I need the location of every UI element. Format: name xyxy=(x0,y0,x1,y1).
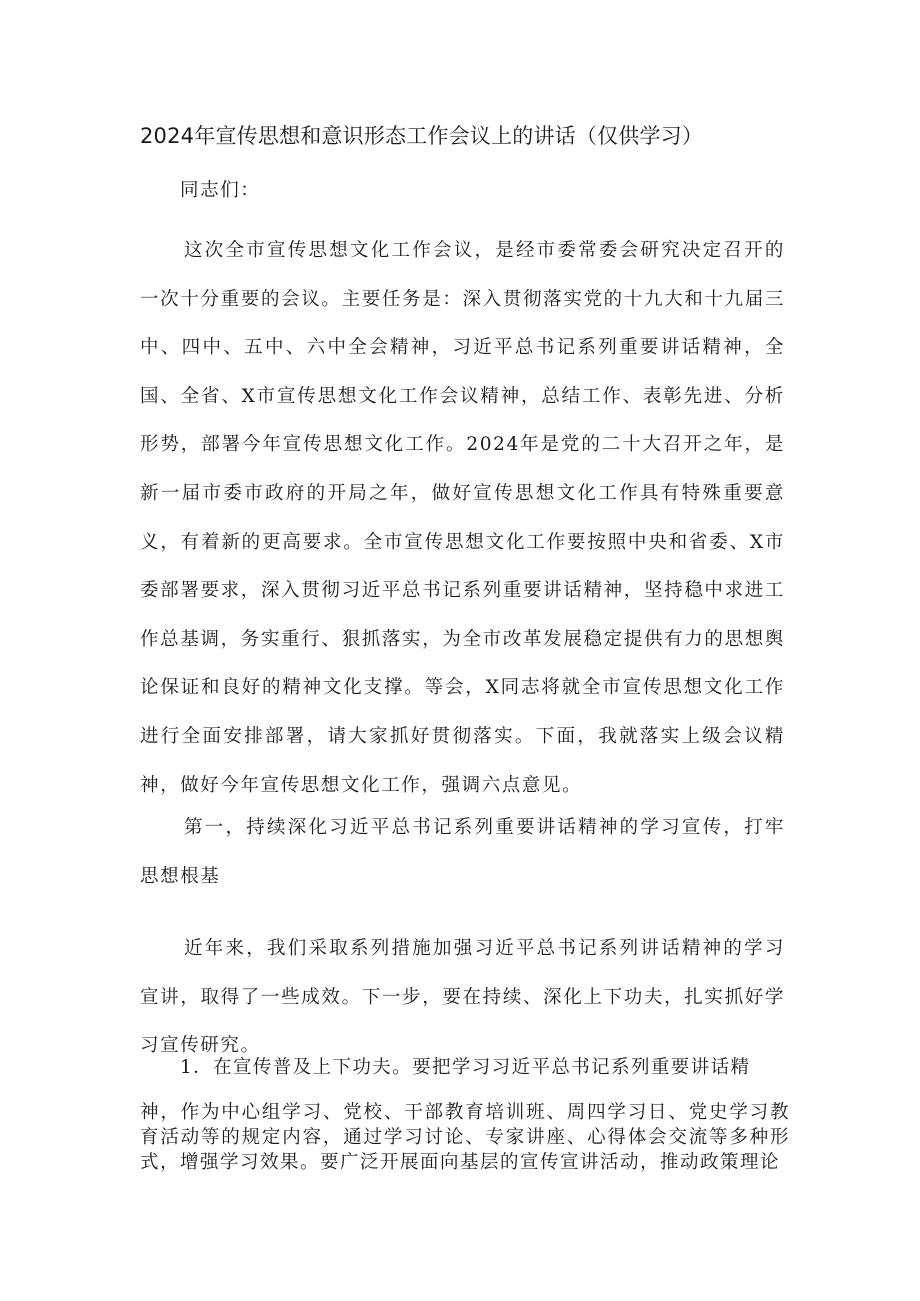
item-one-body: 神，作为中心组学习、党校、干部教育培训班、周四学习日、党史学习教育活动等的规定内容，通过学习讨论、专家讲座、心得体会交流等多种形式，增强学习效果。要广泛开展面向基层的宣传宣讲活动，推动政策理论 xyxy=(140,1102,790,1173)
section-heading-first: 第一，持续深化习近平总书记系列重要讲话精神的学习宣传，打牢思想根基 xyxy=(140,817,785,887)
item-one-heading: 1．在宣传普及上下功夫。要把学习习近平总书记系列重要讲话精 xyxy=(180,1057,751,1078)
paragraph-intro: 这次全市宣传思想文化工作会议，是经市委常委会研究决定召开的一次十分重要的会议。主要任务是：深入贯彻落实党的十九大和十九届三中、四中、五中、六中全会精神，习近平总书记系列重要讲话精神，全国、全省、X市宣传思想文化工作会议精神，总结工作、表彰先进、分析形势，部署今年宣传思想文化工作。2024年是党的二十大召开之年，是新一届市委市政府的开局之年，做好宣传思想文化工作具有特殊重要意义，有着新的更高要求。全市宣传思想文化工作要按照中央和省委、X市委部署要求，深入贯彻习近平总书记系列重要讲话精神，坚持稳中求进工作总基调，务实重行、狠抓落实，为全市改革发展稳定提供有力的思想舆论保证和良好的精神文化支撑。等会，X同志将就全市宣传思想文化工作进行全面安排部署，请大家抓好贯彻落实。下面，我就落实上级会议精神，做好今年宣传思想文化工作，强调六点意见。 xyxy=(140,240,785,796)
paragraph-first-section: 近年来，我们采取系列措施加强习近平总书记系列讲话精神的学习宣讲，取得了一些成效。下一步，要在持续、深化上下功夫，扎实抓好学习宣传研究。 xyxy=(140,938,785,1057)
salutation: 同志们： xyxy=(180,180,261,201)
document-title: 2024年宣传思想和意识形态工作会议上的讲话（仅供学习） xyxy=(140,124,704,148)
